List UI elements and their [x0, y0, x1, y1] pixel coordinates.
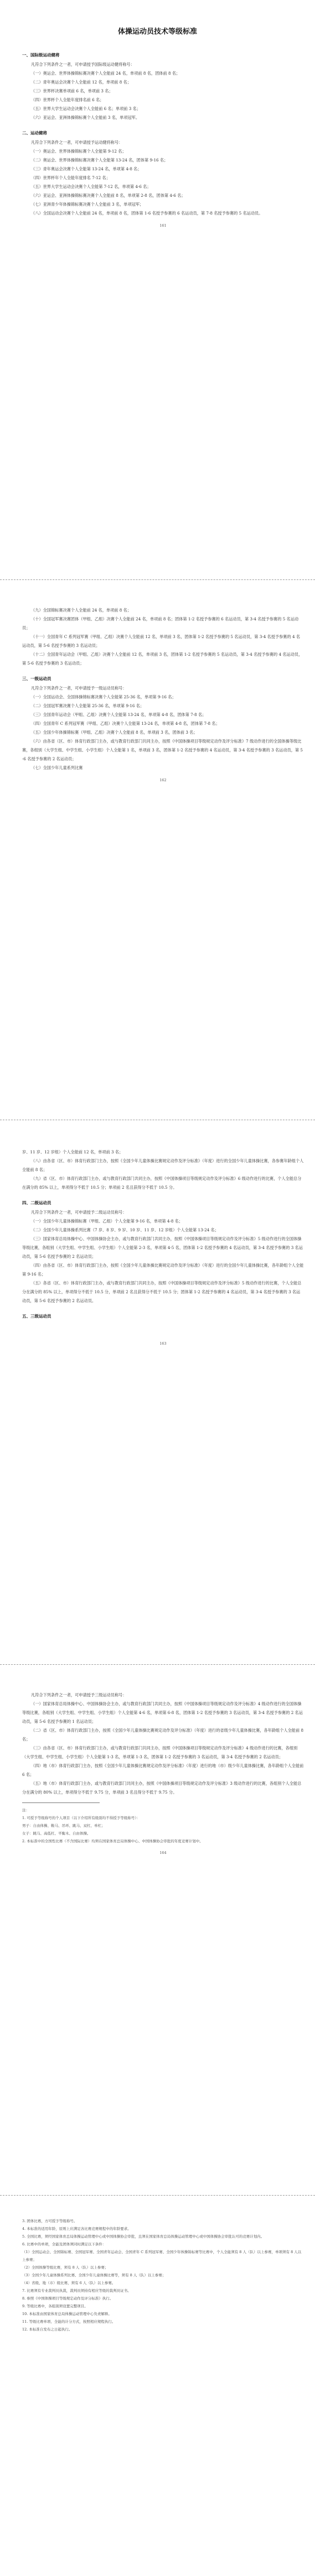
paragraph: （二）省（区、市）体育行政部门主办，按照《全国少年儿童体操比赛规定动作及评分标准》（年度）进行的省级少年儿童体操比赛，各年龄组个人全能前 8 名； [22, 1728, 304, 1742]
footnote: 男子：自由体操、鞍马、吊环、跳马、双杠、单杠； [22, 1823, 105, 1828]
footnote: （4）省级、地（市）级比赛，须有 6 人（队）以上参赛。 [22, 2281, 116, 2285]
paragraph: （一）奥运会、世界体操锦标赛决赛个人全能前 24 名，单项前 8 名，团体前 8 名； [31, 71, 180, 76]
paragraph: （四）世界杯年个人全能年度排名 7-12 名； [31, 175, 110, 180]
paragraph: （七）全国少年儿童系列比赛 [31, 765, 83, 770]
paragraph: （五）世界大学生运动会决赛个人全能第 7-12 名，单项第 4-6 名； [31, 184, 151, 189]
page-4 [22, 1691, 304, 1855]
page-3 [22, 1148, 304, 1346]
footnote: 2. 本标准中的全国性比赛（不含国际比赛）均须在国家体育总局体操中心、中国体操协会审批的年度竞赛计划中。 [22, 1839, 203, 1843]
paragraph: （五）世界大学生运动会决赛个人全能前 6 名；单项前 3 名； [31, 106, 141, 111]
footnote: 10. 本标准由国家体育总局体操运动管理中心负责解释。 [22, 2312, 112, 2316]
paragraph: （四）由各省（区、市）体育行政部门主办，按照《全国少年儿童体操比赛规定动作及评分标准》（年度）进行的全国少年儿童体操比赛，各年龄组个人全能第 9-16 名； [22, 1263, 304, 1277]
paragraph: 凡符合下列条件之一者，可申请授予二级运动员称号： [31, 1210, 127, 1215]
paragraph: （五）地（市）体育行政部门主办，或与教育行政部门共同主办，按照《中国体操项目等级规定动作及评分标准》3 级动作进行的比赛，各组别个人全能总分在满分的 80% 以上，单项得分不低于 9.75 分，单项前 3 名且得分不低于 9.75 分。 [22, 1781, 302, 1795]
page-divider [0, 1664, 315, 1665]
paragraph: （一）全国运动会、全国体操锦标赛决赛个人全能第 25-36 名，单项第 9-16 名； [31, 694, 176, 699]
paragraph: （十二）全国青年运动会（甲组、乙组）决赛个人全能前 12 名，单项前 3 名，团体第 1-2 名授予参赛的 5 名运动员，第 3-4 名授予参赛的 4 名运动员，第 5-6 名授予参赛的 3 名运动员； [22, 652, 303, 666]
paragraph: （三）世界杯决赛单项前 6 名，单项前 3 名； [31, 88, 113, 93]
footnote: 1. 可授予等级称号的个人项目（以下介绍所有级别均不得授予等级称号）： [22, 1816, 141, 1820]
paragraph: 凡符合下列条件之一者，可申请授予国际级运动健将称号： [31, 62, 135, 67]
footnote: （3）全国少年儿童体操系列比赛、全国少年儿童体操比赛等，须有 8 人（队）以上参赛； [22, 2273, 166, 2277]
footnote: 6. 比赛中的单项，全能及团体须同时满足以下条件： [22, 2242, 106, 2246]
paragraph: （八）由各省（区、市）体育行政部门主办，按照《全国少年儿童体操比赛规定动作及评分标准》（年度）进行的全国少年儿童体操比赛，各参赛年龄组个人全能前 8 名； [22, 1158, 304, 1172]
paragraph: （三）全国青年运动会（甲组、乙组）决赛个人全能第 13-24 名，单项第 4-8 名，团体第 7-8 名； [31, 712, 206, 717]
section-heading: 一、国际级运动健将 [22, 53, 60, 58]
paragraph: （五）全国少年体操锦标赛（甲组、乙组）决赛个人全能前 8 名，单项前 3 名，团体前 3 名； [31, 730, 198, 735]
paragraph: 岁、11 岁、12 岁组）个人全能前 12 名，单项前 3 名； [22, 1149, 123, 1154]
paragraph: （四）地（市）体育行政部门主办，按照《全国少年儿童体操比赛规定动作及评分标准》（年度）进行的地（市）级少年儿童体操比赛，各年龄组个人全能前 6 名； [22, 1763, 304, 1777]
page-divider [0, 2195, 315, 2196]
paragraph: （五）各省（区、市）体育行政部门主办，或与教育行政部门共同主办，按照《中国体操项目等级规定动作及评分标准》5 级动作进行的比赛，个人全能总分在满分的 85% 以上，单项得分不低于 10.5 分，单项前 2 名且获得分不低于 10.5 分；团体第 1-2 名授予参赛的 4 名运动员，第 3-4 名授予参赛的 3 名运动员，第 5-6 名授予参赛的 2 名运动员。 [22, 1281, 302, 1303]
paragraph: （三）青年奥运会决赛个人全能第 13-24 名，单项第 4-8 名； [31, 166, 142, 171]
paragraph: （十一）全国青年 C 系列冠军赛（甲组、乙组）决赛个人全能前 12 名，单项前 3 名，团体第 1-2 名授予参赛的 5 名运动员，第 3-4 名授予参赛的 4 名运动员，第 5-6 名授予参赛的 3 名运动员； [22, 634, 301, 648]
paragraph: （六）由各省（区、市）体育行政部门主办，或与教育行政部门共同主办，按照《中国体操项目等级规定动作及评分标准》7 级动作进行的全国体操等级比赛，各组别（大学生组、中学生组、小学生组）个人全能第 1 名，单项前 3 名，团体第 1-2 名授予参赛的 4 名运动员，第 3-4 名授予参赛的 3 名运动员，第 5-6 名授予参赛的 2 名运动员； [22, 739, 303, 761]
paragraph: 凡符合下列条件之一者，可申请授予三级运动员称号： [31, 1692, 127, 1697]
paragraph: （三）国家体育总局体操中心、中国体操协会主办，或与教育行政部门共同主办，按照《中国体操项目等级规定动作及评分标准》5 级动作进行的全国体操等级比赛，各组别（大学生组、中学生组、小学生组）个人全能第 2-3 名，单项第 4-5 名，团体第 1-2 名授予参赛的 4 名运动员，第 3-4 名授予参赛的 3 名运动员，第 5-6 名授予参赛的 2 名运动员； [22, 1236, 303, 1259]
footnote-separator [22, 1802, 100, 1803]
footnote: 9. 等级比赛中，各组别须设置完整项目。 [22, 2304, 88, 2308]
paragraph: （二）全国少年儿童体操系列比赛（7 岁、8 岁、9 岁、10 岁、11 岁、12 岁组）个人全能第 13-24 名； [31, 1227, 219, 1232]
footnote: 3. 团体比赛，方可授予等级称号。 [22, 2219, 78, 2223]
footnote: 5. 全国比赛，须经国家体育总局体操运动管理中心或中国体操协会审批，且须在国家体育总局体操运动管理中心或中国体操协会审批认可的竞赛计划内。 [22, 2234, 265, 2239]
footnote: 女子：跳马、高低杠、平衡木、自由体操。 [22, 1831, 91, 1836]
page-number: 162 [159, 778, 167, 782]
page-number: 161 [159, 223, 167, 228]
paragraph: （九）全国锦标赛决赛个人全能前 24 名，单项前 8 名； [31, 608, 131, 613]
document-title: 体操运动员技术等级标准 [117, 28, 197, 36]
paragraph: （八）全国运动会决赛个人全能前 24 名，单项前 8 名，团体第 1-6 名授予参赛的 6 名运动员，第 7-8 名授予参赛的 5 名运动员。 [31, 211, 263, 216]
footnote: 12. 本标准自发布之日起执行。 [22, 2327, 73, 2332]
paragraph: （十）全国冠军赛决赛团体（甲组、乙组）决赛个人全能前 24 名，单项前 8 名；团体第 1-2 名授予参赛的 6 名运动员，第 3-4 名授予参赛的 5 名运动员； [22, 616, 299, 630]
paragraph: （二）奥运会、世界体操锦标赛决赛个人全能第 13-24 名，团体第 9-16 名； [31, 158, 168, 163]
section-heading: 三、一级运动员 [22, 676, 51, 681]
footnote: 注： [22, 1808, 29, 1812]
page-divider [0, 579, 315, 580]
footnote: 4. 本标准的适用年龄，原则上应满足各比赛竞赛规程中的年龄要求。 [22, 2227, 131, 2231]
footnote: 7. 比赛须有专业裁判员执裁，裁判员须持有相应等级的裁判员证书。 [22, 2288, 131, 2293]
page-1 [22, 44, 304, 228]
paragraph: 凡符合下列条件之一者，可申请授予一级运动员称号： [31, 686, 127, 691]
paragraph: （一）奥运会、世界体操锦标赛个人全能第 9-12 名； [31, 149, 126, 154]
paragraph: 凡符合下列条件之一者，可申请授予运动健将称号： [31, 140, 123, 145]
page-number: 164 [159, 1851, 167, 1855]
paragraph: （一）全国少年儿童体操锦标赛（甲组、乙组）个人全能第 9-16 名，单项第 4-8 名； [31, 1219, 183, 1224]
footnote: 11. 等级比赛单项、全能的计分方式，按照相应规程执行。 [22, 2319, 116, 2324]
paragraph: （一）国家体育总局体操中心、中国体操协会主办，或与教育行政部门共同主办，按照《中国体操项目等级规定动作及评分标准》4 级动作进行的全国体操等级比赛，各组别（大学生组、中学生组、小学生组）个人全能第 4-6 名，单项第 6-8 名，团体第 1-2 名授予参赛的 3 名运动员，第 3-4 名授予参赛的 2 名运动员，第 5-6 名授予参赛的 1 名运动员； [22, 1701, 303, 1724]
paragraph: （四）全国青年 C 系列冠军赛（甲组、乙组）决赛个人全能第 13-24 名，单项第 4-8 名，团体第 7-8 名； [31, 721, 220, 726]
paragraph: （七）亚洲青少年体操锦标赛决赛个人全能前 3 名，单项冠军； [31, 202, 144, 207]
section-heading: 五、三级运动员 [22, 1314, 51, 1319]
section-heading: 四、二级运动员 [22, 1200, 51, 1205]
paragraph: （三）由各省（区、市）体育行政部门主办，或与教育行政部门共同主办，按照《中国体操项目等级规定动作及评分标准》4 级动作进行的比赛，各组别（大学生组、中学生组、小学生组）个人全能第 1-3 名，单项第 1-3 名，团体第 1-2 名授予参赛的 3 名运动员，第 3-4 名授予参赛的 2 名运动员； [22, 1746, 298, 1759]
paragraph: （四）世界杯个人全能年度排名前 6 名； [31, 97, 104, 102]
paragraph: （二）青年奥运会决赛个人全能前 12 名，单项前 8 名； [31, 80, 131, 85]
paragraph: （九）省（区、市）体育行政部门主办，或与教育行政部门共同主办，按照《中国体操项目等级规定动作及评分标准》6 级动作进行的比赛，个人全能总分在满分的 85% 以上，单项得分不低于 10.5 分；单项前 2 名且获得分不低于 10.5 分。 [22, 1176, 302, 1190]
page-number: 163 [159, 1341, 167, 1346]
section-heading: 二、运动健将 [22, 130, 47, 135]
footnote: （2）全国体操等级比赛，须有 8 人（队）以上参赛； [22, 2265, 109, 2270]
page-2 [22, 606, 304, 782]
page-5 [22, 2217, 304, 2333]
footnote: （1）全国运动会、全国锦标赛、全国冠军赛、全国青年运动会、全国青年 C 系列冠军赛、全国少年体操锦标赛等比赛中，个人全能须有 8 人（队）以上参赛，单项须有 8 人以上参赛； [22, 2250, 302, 2262]
footnote: 8. 参照《中国体操项目等级规定动作及评分标准》执行。 [22, 2296, 113, 2301]
paragraph: （六）亚运会、亚洲体操锦标赛决赛个人全能前 8 名，单项第 2-8 名，团体第 4-6 名； [31, 193, 185, 198]
paragraph: （六）亚运会、亚洲体操锦标赛个人全能前 3 名，单项冠军。 [31, 115, 140, 120]
paragraph: （二）全国冠军赛决赛个人全能第 25-36 名，单项第 9-16 名； [31, 703, 144, 708]
